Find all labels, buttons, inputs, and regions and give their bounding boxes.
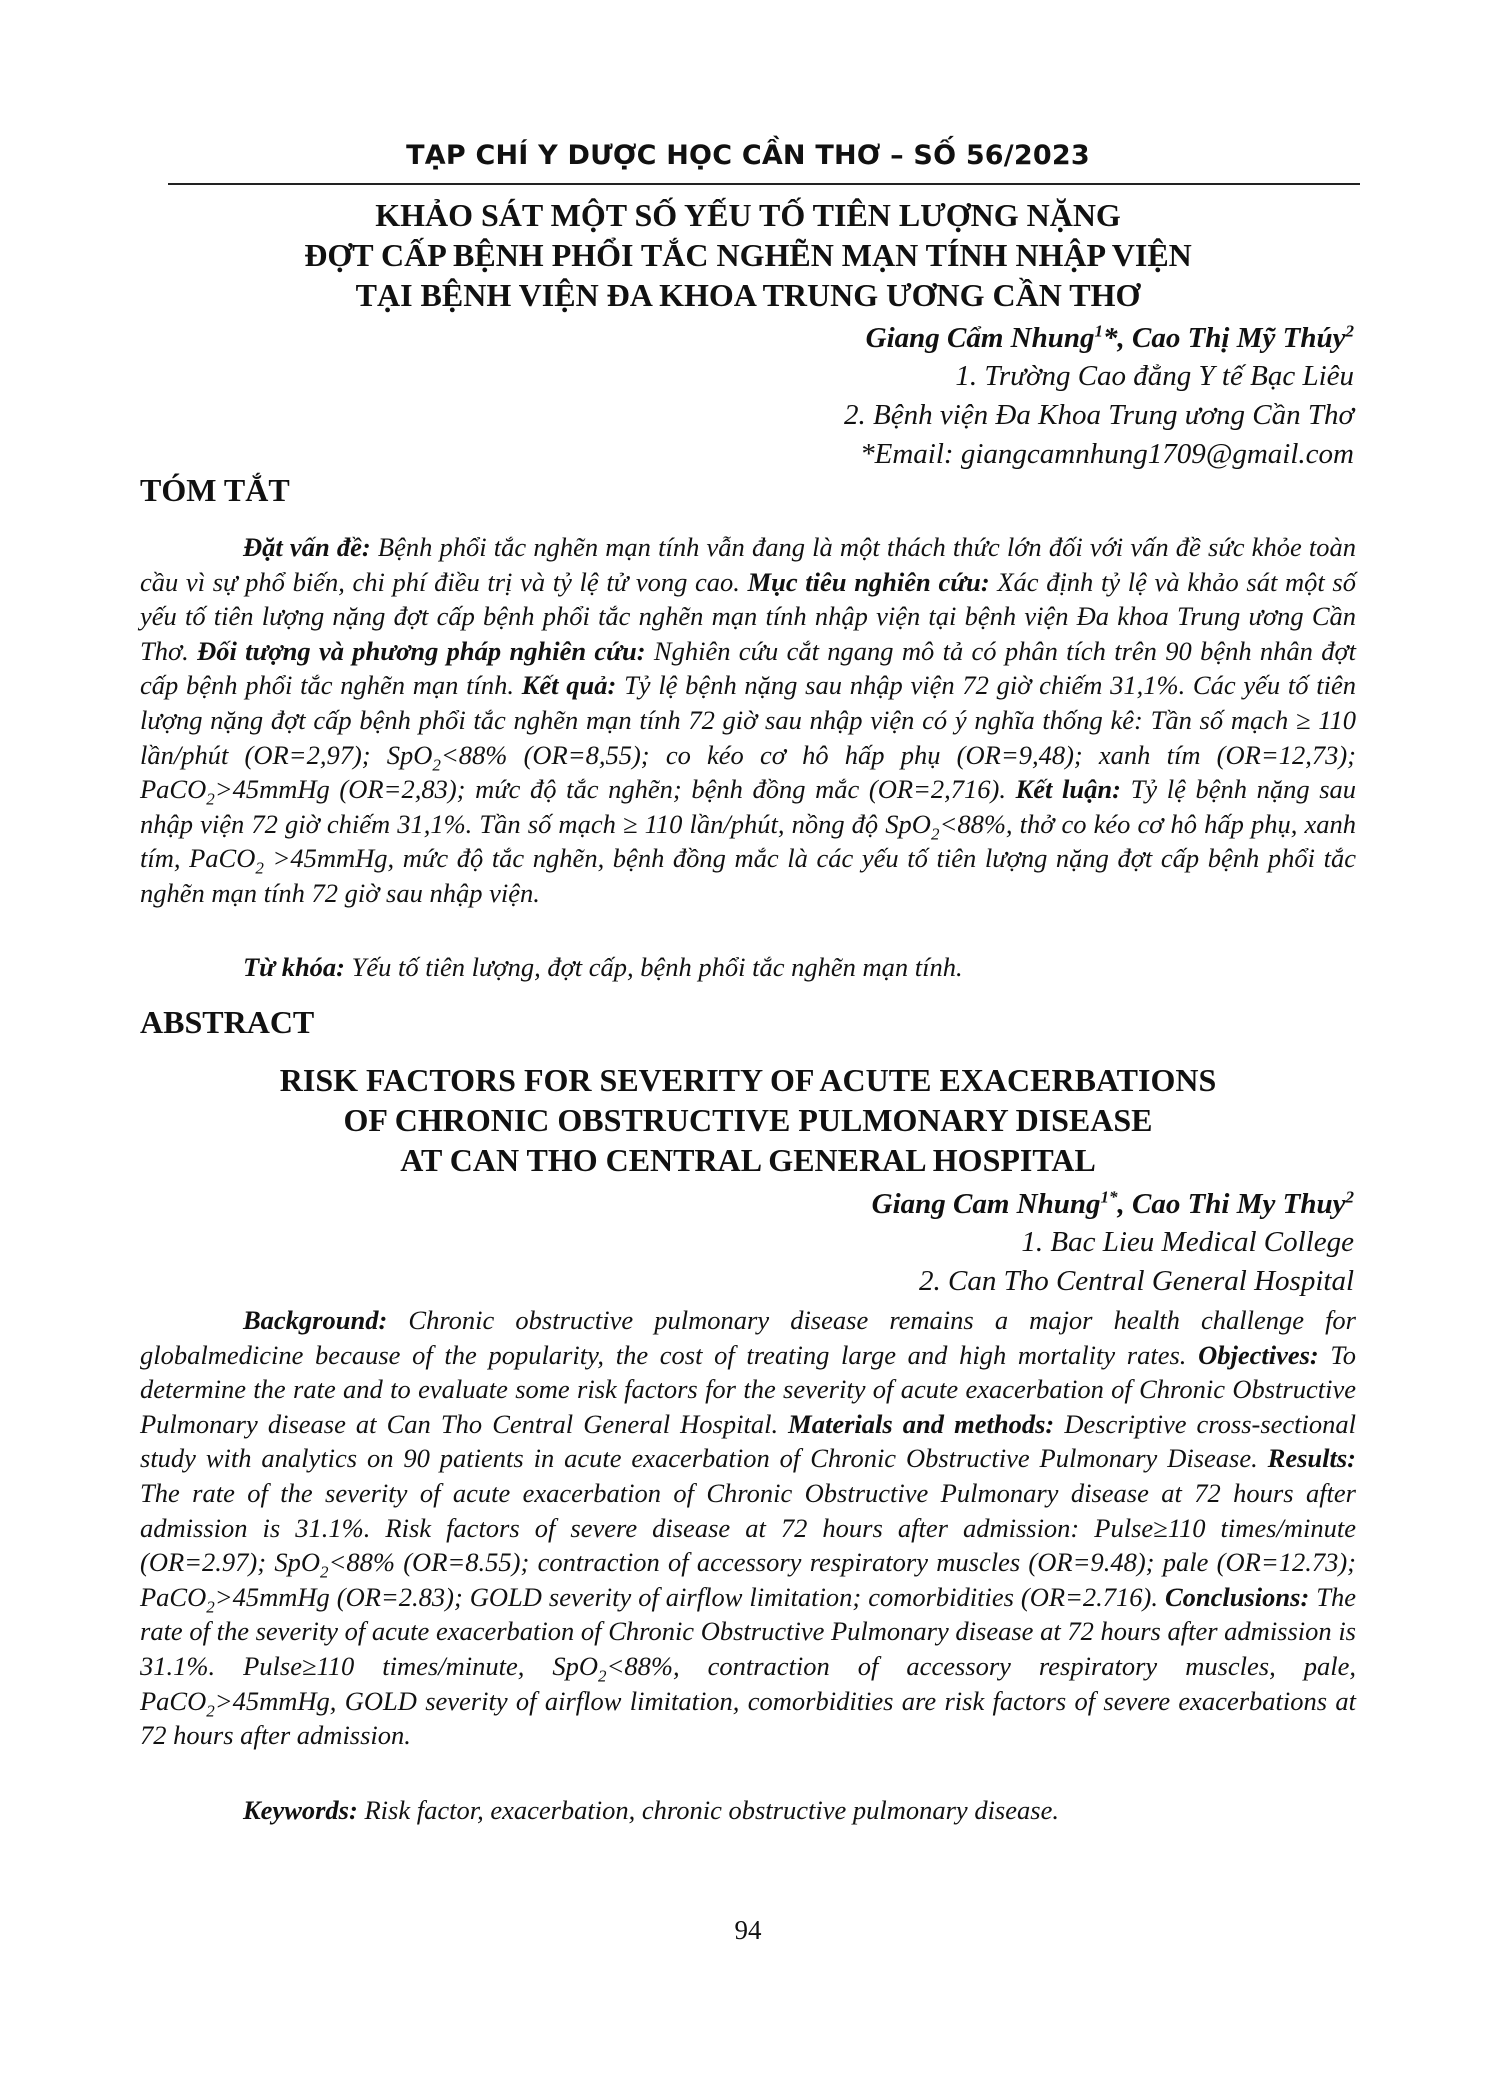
subscript: 2 bbox=[206, 1700, 215, 1720]
abstract-heading: ABSTRACT bbox=[140, 1004, 315, 1040]
vi-results-label: Kết quả: bbox=[521, 670, 617, 701]
subscript: 2 bbox=[255, 858, 264, 878]
vi-background-label: Đặt vấn đề: bbox=[243, 532, 371, 562]
vi-results-text: <88% (OR=8,55); co kéo cơ hô hấp phụ (OR=9,48); xanh tím (OR=12,73); PaCO bbox=[140, 739, 1356, 805]
page-number: 94 bbox=[734, 1915, 762, 1945]
en-objectives-text: To determine the rate and to evaluate some risk factors for the severity of acute exacerbation of Chronic Obstructive Pulmonary disease at Can Tho Central General Hospital. bbox=[140, 1339, 1356, 1439]
vi-keywords-label: Từ khóa: bbox=[243, 952, 346, 982]
vi-email: *Email: giangcamnhung1709@gmail.com bbox=[860, 438, 1354, 470]
vi-conclusion-label: Kết luận: bbox=[1015, 774, 1121, 805]
vi-results-text: Tỷ lệ bệnh nặng sau nhập viện 72 giờ chiếm 31,1%. Các yếu tố tiên lượng nặng đợt cấp bệnh phổi tắc nghẽn mạn tính 72 giờ sau nhập viện có ý nghĩa thống kê: Tần số mạch ≥ 110 lần/phút (OR=2,97); SpO bbox=[140, 670, 1356, 770]
en-authors bbox=[872, 1184, 1354, 1224]
summary-heading: TÓM TẮT bbox=[140, 472, 290, 508]
en-title-line: RISK FACTORS FOR SEVERITY OF ACUTE EXACERBATIONS bbox=[279, 1062, 1217, 1098]
subscript: 2 bbox=[432, 754, 441, 774]
vi-objectives-label: Mục tiêu nghiên cứu: bbox=[747, 566, 990, 597]
vi-methods-label: Đối tượng và phương pháp nghiên cứu: bbox=[197, 635, 646, 666]
en-affiliation-1: 1. Bac Lieu Medical College bbox=[1021, 1226, 1354, 1258]
en-affiliation-2: 2. Can Tho Central General Hospital bbox=[918, 1265, 1354, 1297]
vi-conclusion-text: <88%, thở co kéo cơ hô hấp phụ, xanh tím, PaCO bbox=[140, 808, 1356, 874]
vi-affiliation-2: 2. Bệnh viện Đa Khoa Trung ương Cần Thơ bbox=[844, 399, 1354, 431]
en-conclusion-text: >45mmHg, GOLD severity of airflow limitation, comorbidities are risk factors of severe exacerbations at 72 hours after admission. bbox=[140, 1685, 1356, 1751]
en-conclusion-text: <88%, contraction of accessory respiratory muscles, pale, PaCO bbox=[140, 1650, 1356, 1716]
vi-author-1-mark: *, bbox=[1103, 322, 1132, 354]
vi-background-text: Bệnh phổi tắc nghẽn mạn tính vẫn đang là một thách thức lớn đối với vấn đề sức khỏe toàn cầu vì sự phổ biến, chi phí điều trị và tỷ lệ tử vong cao. bbox=[140, 532, 1356, 597]
vi-objectives-text: Xác định tỷ lệ và khảo sát một số yếu tố tiên lượng nặng đợt cấp bệnh phổi tắc nghẽn mạn tính nhập viện tại bệnh viện Đa khoa Trung ương Cần Thơ. bbox=[140, 566, 1356, 666]
vi-conclusion-text: >45mmHg, mức độ tắc nghẽn, bệnh đồng mắc là các yếu tố tiên lượng nặng đợt cấp bệnh phổi tắc nghẽn mạn tính 72 giờ sau nhập viện. bbox=[140, 843, 1356, 908]
vi-author-2: Cao Thị Mỹ Thúy bbox=[1132, 322, 1346, 354]
subscript: 2 bbox=[206, 789, 215, 809]
en-title bbox=[140, 1060, 1356, 1180]
vi-summary-body bbox=[140, 530, 1356, 911]
vi-keywords-text: Yếu tố tiên lượng, đợt cấp, bệnh phổi tắc nghẽn mạn tính. bbox=[345, 952, 963, 982]
vi-title-line: KHẢO SÁT MỘT SỐ YẾU TỐ TIÊN LƯỢNG NẶNG bbox=[375, 197, 1121, 233]
en-results-text: The rate of the severity of acute exacerbation of Chronic Obstructive Pulmonary disease at 72 hours after admission is 31.1%. Risk factors of severe disease at 72 hours after admission: Pulse≥110 times/minute (OR=2.97); SpO bbox=[140, 1477, 1356, 1578]
en-conclusion-text: The rate of the severity of acute exacerbation of Chronic Obstructive Pulmonary disease at 72 hours after admission is 31.1%. Pulse≥110 times/minute, SpO bbox=[140, 1581, 1356, 1681]
en-author-1-sup: 1* bbox=[1100, 1187, 1118, 1207]
vi-author-2-sup: 2 bbox=[1345, 321, 1354, 341]
journal-header: TẠP CHÍ Y DƯỢC HỌC CẦN THƠ – SỐ 56/2023 bbox=[406, 140, 1090, 171]
vi-keywords bbox=[243, 952, 963, 983]
en-results-label: Results: bbox=[1267, 1443, 1356, 1474]
en-methods-label: Materials and methods: bbox=[788, 1408, 1055, 1439]
vi-methods-text: Nghiên cứu cắt ngang mô tả có phân tích trên 90 bệnh nhân đợt cấp bệnh phổi tắc nghẽn mạn tính. bbox=[140, 635, 1357, 701]
vi-author-1-sup: 1 bbox=[1094, 321, 1103, 341]
subscript: 2 bbox=[930, 824, 940, 844]
en-author-2: Cao Thi My Thuy bbox=[1132, 1188, 1346, 1220]
vi-author-1: Giang Cẩm Nhung bbox=[865, 322, 1095, 354]
en-results-text: >45mmHg (OR=2.83); GOLD severity of airflow limitation; comorbidities (OR=2.716). bbox=[214, 1581, 1165, 1612]
en-author-1: Giang Cam Nhung bbox=[871, 1188, 1101, 1220]
subscript: 2 bbox=[598, 1666, 607, 1686]
vi-title bbox=[140, 195, 1356, 315]
vi-results-text: >45mmHg (OR=2,83); mức độ tắc nghẽn; bệnh đồng mắc (OR=2,716). bbox=[214, 774, 1016, 805]
en-keywords bbox=[243, 1795, 1059, 1826]
en-author-sep: , bbox=[1117, 1188, 1132, 1220]
subscript: 2 bbox=[206, 1597, 215, 1617]
en-results-text: <88% (OR=8.55); contraction of accessory respiratory muscles (OR=9.48); pale (OR=12.73); PaCO bbox=[140, 1547, 1356, 1612]
en-title-line: OF CHRONIC OBSTRUCTIVE PULMONARY DISEASE bbox=[343, 1102, 1153, 1138]
vi-affiliation-1: 1. Trường Cao đẳng Y tế Bạc Liêu bbox=[955, 360, 1354, 392]
vi-conclusion-text: Tỷ lệ bệnh nặng sau nhập viện 72 giờ chiếm 31,1%. Tần số mạch ≥ 110 lần/phút, nồng độ SpO bbox=[140, 774, 1357, 839]
en-methods-text: Descriptive cross-sectional study with analytics on 90 patients in acute exacerbation of Chronic Obstructive Pulmonary Disease. bbox=[140, 1408, 1357, 1474]
en-abstract bbox=[140, 1303, 1356, 1753]
en-background-text: Chronic obstructive pulmonary disease remains a major health challenge for globalmedicine because of the popularity, the cost of treating large and high mortality rates. bbox=[140, 1305, 1356, 1370]
vi-title-line: TẠI BỆNH VIỆN ĐA KHOA TRUNG ƯƠNG CẦN THƠ bbox=[355, 277, 1141, 313]
en-keywords-text: Risk factor, exacerbation, chronic obstructive pulmonary disease. bbox=[357, 1795, 1059, 1825]
en-author-2-sup: 2 bbox=[1345, 1187, 1354, 1207]
header-divider bbox=[168, 183, 1360, 185]
en-objectives-label: Objectives: bbox=[1198, 1339, 1319, 1370]
vi-authors bbox=[866, 318, 1354, 358]
en-abstract-body bbox=[140, 1303, 1356, 1753]
en-conclusion-label: Conclusions: bbox=[1164, 1581, 1310, 1612]
en-keywords-label: Keywords: bbox=[243, 1795, 358, 1825]
en-background-label: Background: bbox=[243, 1305, 388, 1335]
vi-summary bbox=[140, 530, 1356, 911]
en-title-line: AT CAN THO CENTRAL GENERAL HOSPITAL bbox=[400, 1142, 1096, 1178]
vi-title-line: ĐỢT CẤP BỆNH PHỔI TẮC NGHẼN MẠN TÍNH NHẬP VIỆN bbox=[304, 237, 1192, 273]
subscript: 2 bbox=[319, 1562, 329, 1582]
